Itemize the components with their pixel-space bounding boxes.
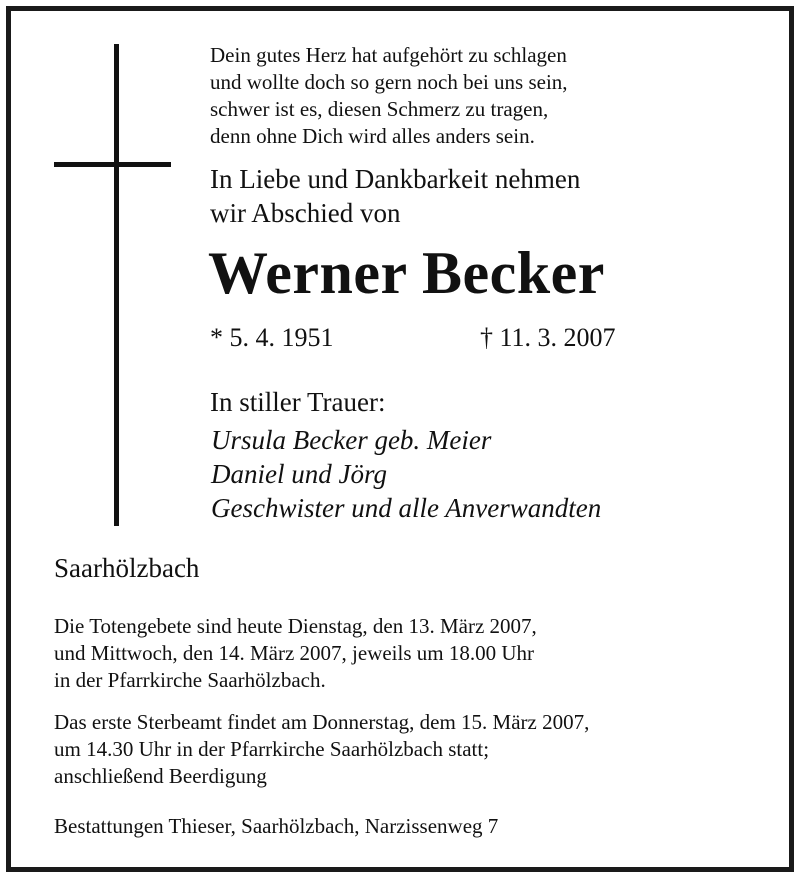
cross-icon-horizontal-bar [54,162,171,167]
intro-line: wir Abschied von [210,198,401,228]
intro-line: In Liebe und Dankbarkeit nehmen [210,164,581,194]
requiem-line: Das erste Sterbeamt findet am Donnerstag, dem 15. März 2007, [54,710,590,734]
mourner-entry: Ursula Becker geb. Meier [211,425,492,455]
poem-line: denn ohne Dich wird alles anders sein. [210,124,535,148]
death-date: † 11. 3. 2007 [480,323,616,352]
farewell-intro [210,162,580,230]
prayers-paragraph [54,613,537,694]
birth-date: * 5. 4. 1951 [210,323,334,352]
deceased-name: Werner Becker [208,240,605,306]
obituary-notice [6,6,794,872]
requiem-line: um 14.30 Uhr in der Pfarrkirche Saarhölzbach statt; [54,737,490,761]
requiem-line: anschließend Beerdigung [54,764,267,788]
life-dates [210,322,616,354]
poem-line: Dein gutes Herz hat aufgehört zu schlagen [210,43,567,67]
memorial-poem [210,42,568,150]
requiem-paragraph [54,709,589,790]
poem-line: und wollte doch so gern noch bei uns sein, [210,70,568,94]
prayers-line: in der Pfarrkirche Saarhölzbach. [54,668,326,692]
mourner-entry: Geschwister und alle Anverwandten [211,493,602,523]
cross-icon-vertical-bar [114,44,119,526]
mourning-label: In stiller Trauer: [210,387,386,417]
poem-line: schwer ist es, diesen Schmerz zu tragen, [210,97,549,121]
undertaker-info: Bestattungen Thieser, Saarhölzbach, Narzissenweg 7 [54,814,499,838]
prayers-line: und Mittwoch, den 14. März 2007, jeweils um 18.00 Uhr [54,641,535,665]
mourners-list [211,423,601,525]
mourner-entry: Daniel und Jörg [211,459,387,489]
place-name: Saarhölzbach [54,553,200,583]
prayers-line: Die Totengebete sind heute Dienstag, den 13. März 2007, [54,614,537,638]
